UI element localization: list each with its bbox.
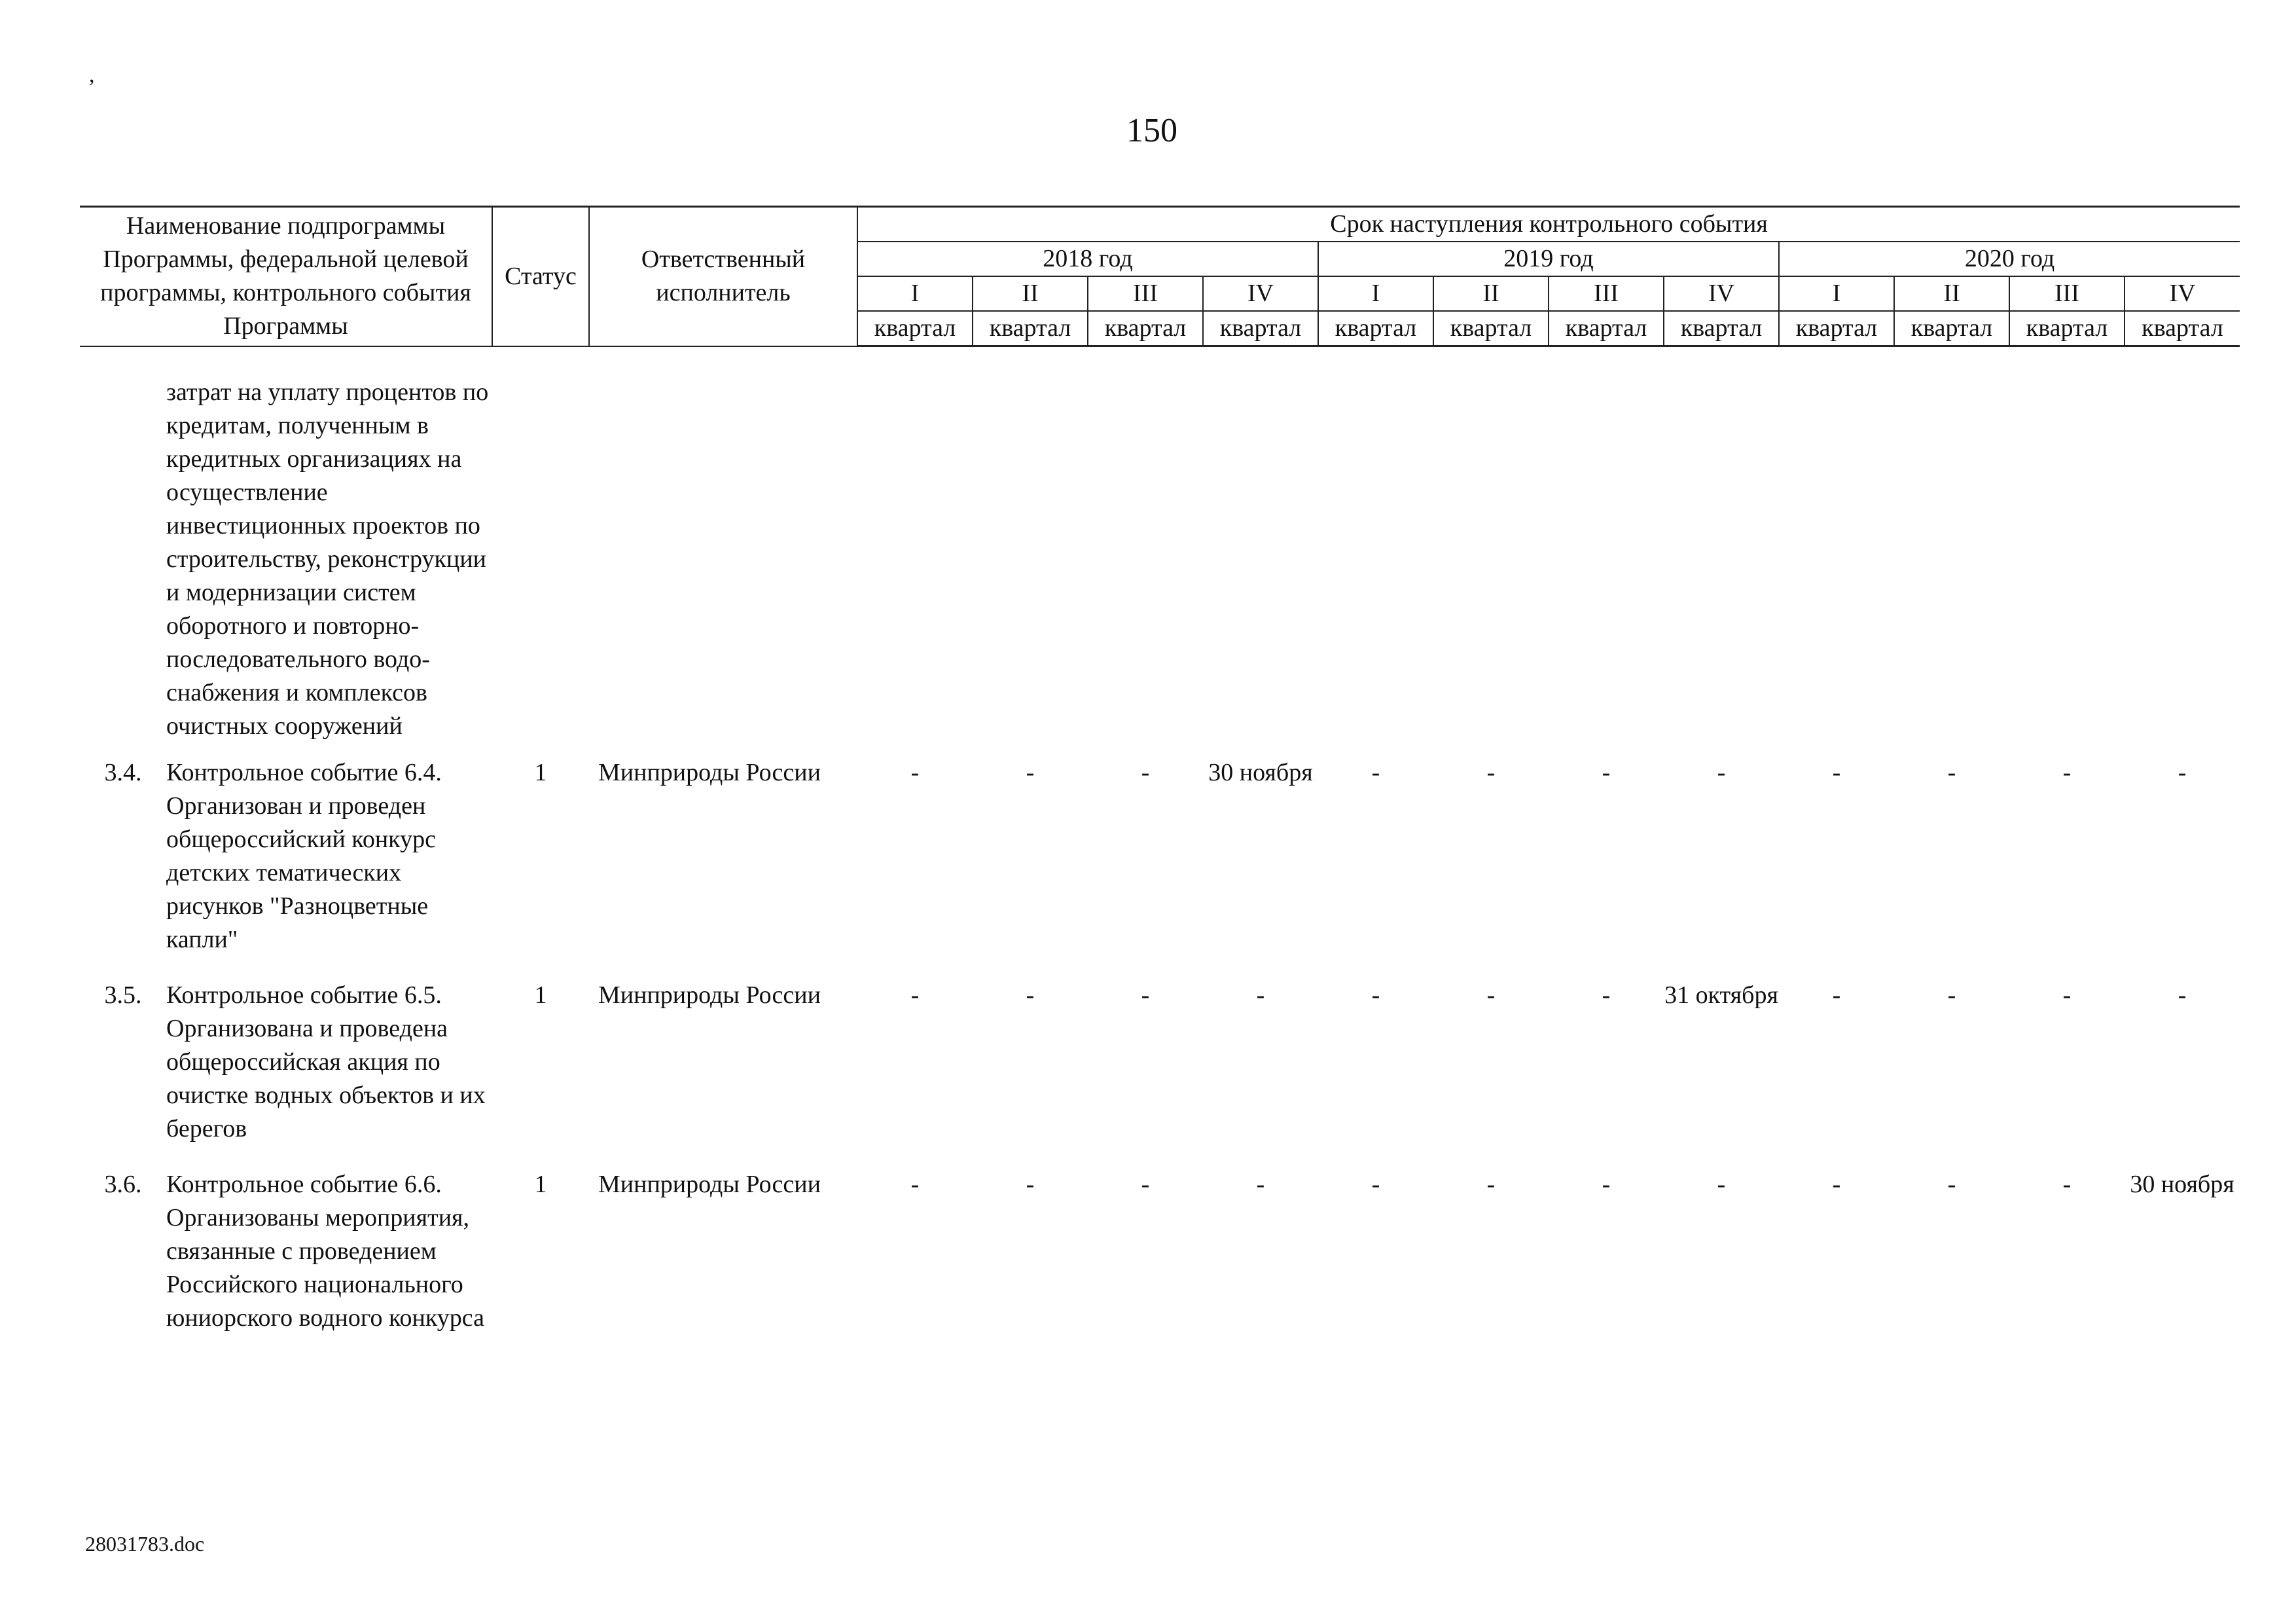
quarter-value-5: - (1486, 758, 1496, 786)
quarter-value-9: - (1947, 758, 1956, 786)
quarter-value-4: - (1371, 1170, 1380, 1198)
quarter-word-8: квартал (1779, 311, 1894, 346)
quarter-word-2: квартал (1088, 311, 1203, 346)
quarter-value-1: - (1026, 758, 1035, 786)
quarter-value-9: - (1947, 1170, 1956, 1198)
header-status-column: Статус (492, 207, 589, 346)
quarter-value-11: - (2178, 758, 2187, 786)
quarter-value-8: - (1832, 1170, 1841, 1198)
header-responsible-column: Ответственный исполнитель (589, 207, 857, 346)
quarter-numeral-7: IV (1664, 276, 1779, 311)
quarter-value-3: - (1256, 1170, 1265, 1198)
table-row (80, 975, 2240, 1164)
quarter-numeral-8: I (1779, 276, 1894, 311)
event-status: 1 (534, 981, 547, 1009)
quarter-value-10: - (2062, 981, 2072, 1009)
quarter-numeral-11: IV (2125, 276, 2240, 311)
quarter-value-1: - (1026, 981, 1035, 1009)
quarter-value-2: - (1141, 758, 1150, 786)
document-id: 28031783.doc (85, 1532, 205, 1556)
quarter-numeral-10: III (2009, 276, 2125, 311)
quarter-numeral-2: III (1088, 276, 1203, 311)
event-responsible: Минприроды России (598, 981, 821, 1009)
quarter-numeral-5: II (1433, 276, 1549, 311)
quarter-numeral-9: II (1894, 276, 2009, 311)
quarter-value-4: - (1371, 758, 1380, 786)
quarter-value-2: - (1141, 1170, 1150, 1198)
row-number: 3.6. (104, 1170, 142, 1198)
quarter-value-5: - (1486, 981, 1496, 1009)
header-deadline: Срок наступления контрольного события (857, 207, 2240, 242)
quarter-value-0: - (910, 981, 920, 1009)
event-name: Контрольное событие 6.6. Организованы мероприятия, связанные с проведением Российского национального юниорского водного конкурса (166, 1170, 484, 1332)
control-events-table (80, 206, 2240, 1353)
quarter-word-5: квартал (1433, 311, 1549, 346)
row-number: 3.4. (104, 758, 142, 786)
quarter-value-10: - (2062, 758, 2072, 786)
quarter-value-4: - (1371, 981, 1380, 1009)
row-number: 3.5. (104, 981, 142, 1009)
table-body (80, 346, 2240, 1353)
event-name: Контрольное событие 6.4. Организован и проведен общероссийский конкурс детских тематических рисунков "Разноцветные капли" (166, 758, 442, 953)
quarter-value-8: - (1832, 981, 1841, 1009)
quarter-value-11: 30 ноября (2130, 1170, 2234, 1198)
quarter-word-0: квартал (857, 311, 973, 346)
quarter-word-4: квартал (1318, 311, 1433, 346)
quarter-value-9: - (1947, 981, 1956, 1009)
quarter-value-11: - (2178, 981, 2187, 1009)
quarter-numeral-3: IV (1203, 276, 1318, 311)
quarter-value-0: - (910, 758, 920, 786)
table-header (80, 207, 2240, 346)
quarter-word-11: квартал (2125, 311, 2240, 346)
event-responsible: Минприроды России (598, 758, 821, 786)
table-row (80, 1164, 2240, 1353)
quarter-word-6: квартал (1549, 311, 1664, 346)
quarter-value-5: - (1486, 1170, 1496, 1198)
continuation-text: затрат на уплату процентов по кредитам, полученным в кредитных организациях на осуществление инвестиционных проектов по строительству, реконструкции и модернизации систем оборотного и повторно-последовательного водо-снабжения и комплексов очистных сооружений (166, 378, 489, 740)
quarter-value-7: 31 октября (1664, 981, 1778, 1009)
quarter-value-3: - (1256, 981, 1265, 1009)
header-year-2018: 2018 год (857, 242, 1318, 276)
quarter-value-6: - (1602, 758, 1611, 786)
event-responsible: Минприроды России (598, 1170, 821, 1198)
quarter-numeral-4: I (1318, 276, 1433, 311)
quarter-word-9: квартал (1894, 311, 2009, 346)
quarter-value-10: - (2062, 1170, 2072, 1198)
quarter-value-8: - (1832, 758, 1841, 786)
quarter-numeral-6: III (1549, 276, 1664, 311)
quarter-value-0: - (910, 1170, 920, 1198)
event-status: 1 (534, 1170, 547, 1198)
quarter-value-6: - (1602, 981, 1611, 1009)
quarter-word-3: квартал (1203, 311, 1318, 346)
quarter-value-1: - (1026, 1170, 1035, 1198)
page-number: 150 (1126, 112, 1177, 149)
quarter-value-7: - (1717, 758, 1726, 786)
header-year-2019: 2019 год (1318, 242, 1779, 276)
header-name-column: Наименование подпрограммы Программы, федеральной целевой программы, контрольного события Программы (80, 207, 492, 346)
quarter-value-2: - (1141, 981, 1150, 1009)
quarter-numeral-0: I (857, 276, 973, 311)
quarter-value-6: - (1602, 1170, 1611, 1198)
continuation-row (80, 346, 2240, 752)
quarter-value-3: 30 ноября (1208, 758, 1313, 786)
event-status: 1 (534, 758, 547, 786)
header-year-2020: 2020 год (1779, 242, 2240, 276)
quarter-word-7: квартал (1664, 311, 1779, 346)
table-row (80, 752, 2240, 975)
quarter-value-7: - (1717, 1170, 1726, 1198)
quarter-numeral-1: II (973, 276, 1088, 311)
quarter-word-1: квартал (973, 311, 1088, 346)
quarter-word-10: квартал (2009, 311, 2125, 346)
event-name: Контрольное событие 6.5. Организована и проведена общероссийская акция по очистке водных объектов и их берегов (166, 981, 486, 1142)
scan-mark: , (89, 63, 95, 87)
